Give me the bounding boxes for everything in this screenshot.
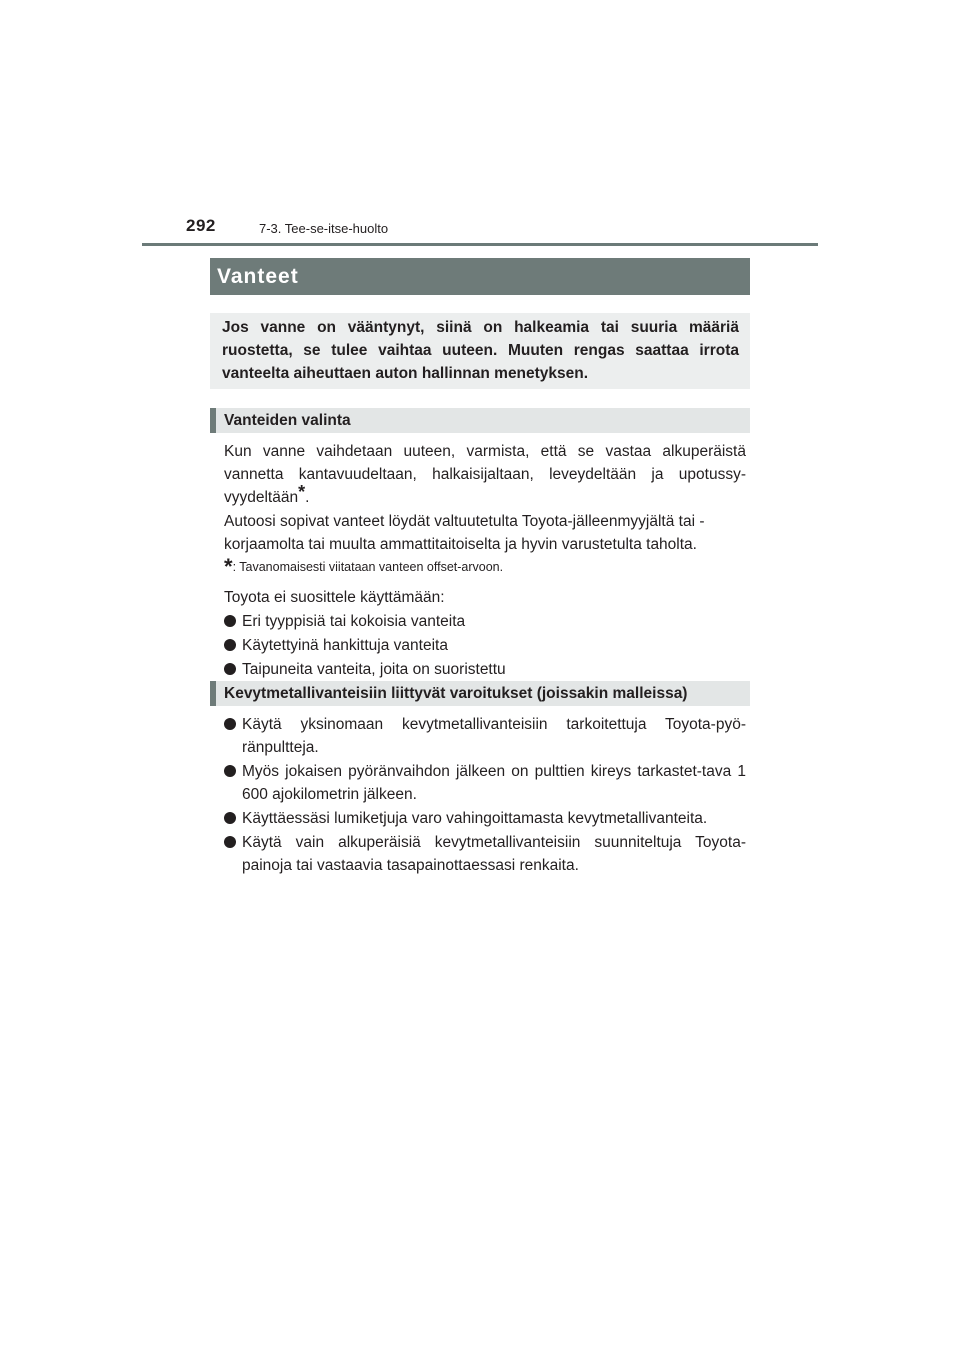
bullet-icon [224, 615, 236, 627]
dealer-paragraph: Autoosi sopivat vanteet löydät valtuutetulta Toyota-jälleenmyyjältä tai -korjaamolta tai muulta ammattitaitoiselta ja hyvin varustetulta taholta. [224, 513, 705, 553]
rim-selection-body [224, 440, 746, 681]
list-item [224, 634, 746, 657]
list-item [224, 807, 746, 830]
bullet-icon [224, 663, 236, 675]
footnote [224, 554, 746, 579]
list-item [224, 760, 746, 806]
not-recommended-list [224, 610, 746, 681]
alloy-warnings-list [224, 713, 746, 877]
list-item-text: Myös jokaisen pyöränvaihdon jälkeen on pulttien kireys tarkastet-tava 1 600 ajokilometrin jälkeen. [242, 763, 746, 803]
list-item-text: Käytä yksinomaan kevytmetallivanteisiin tarkoitettuja Toyota-pyö-ränpultteja. [242, 716, 746, 756]
bullet-icon [224, 718, 236, 730]
selection-paragraph [224, 440, 746, 509]
selection-paragraph-end: . [305, 489, 310, 506]
page-number: 292 [186, 216, 216, 235]
footnote-asterisk: * [224, 554, 233, 579]
subheading-rim-selection: Vanteiden valinta [210, 408, 750, 433]
asterisk-mark: * [298, 482, 306, 502]
bullet-icon [224, 836, 236, 848]
bullet-icon [224, 812, 236, 824]
subheading-alloy-warnings: Kevytmetallivanteisiin liittyvät varoitukset (joissakin malleissa) [210, 681, 750, 706]
list-item-text: Käytettyinä hankittuja vanteita [242, 637, 448, 654]
not-recommended-intro: Toyota ei suosittele käyttämään: [224, 589, 445, 606]
section-reference: 7-3. Tee-se-itse-huolto [259, 221, 389, 236]
list-item-text: Käytä vain alkuperäisiä kevytmetallivanteisiin suunniteltuja Toyota-painoja tai vastaavia tasapainottaessasi renkaita. [242, 834, 746, 874]
header-divider [142, 243, 818, 246]
bullet-icon [224, 639, 236, 651]
list-item [224, 658, 746, 681]
list-item [224, 831, 746, 877]
list-item-text: Eri tyyppisiä tai kokoisia vanteita [242, 613, 466, 630]
list-item [224, 713, 746, 759]
section-title: Vanteet [210, 258, 750, 295]
warning-intro-box: Jos vanne on vääntynyt, siinä on halkeamia tai suuria määriä ruostetta, se tulee vaihtaa uuteen. Muuten rengas saattaa irrota vanteelta aiheuttaen auton hallinnan menetyksen. [210, 313, 750, 389]
footnote-text: : Tavanomaisesti viitataan vanteen offset-arvoon. [232, 560, 504, 574]
bullet-icon [224, 765, 236, 777]
selection-paragraph-text: Kun vanne vaihdetaan uuteen, varmista, että se vastaa alkuperäistä vannetta kantavuudeltaan, halkaisijaltaan, leveydeltään ja upotussy-vyydeltään [224, 443, 746, 506]
list-item [224, 610, 746, 633]
list-item-text: Käyttäessäsi lumiketjuja varo vahingoittamasta kevytmetallivanteita. [242, 810, 708, 827]
list-item-text: Taipuneita vanteita, joita on suoristettu [242, 661, 506, 678]
alloy-warnings-body [224, 713, 746, 877]
